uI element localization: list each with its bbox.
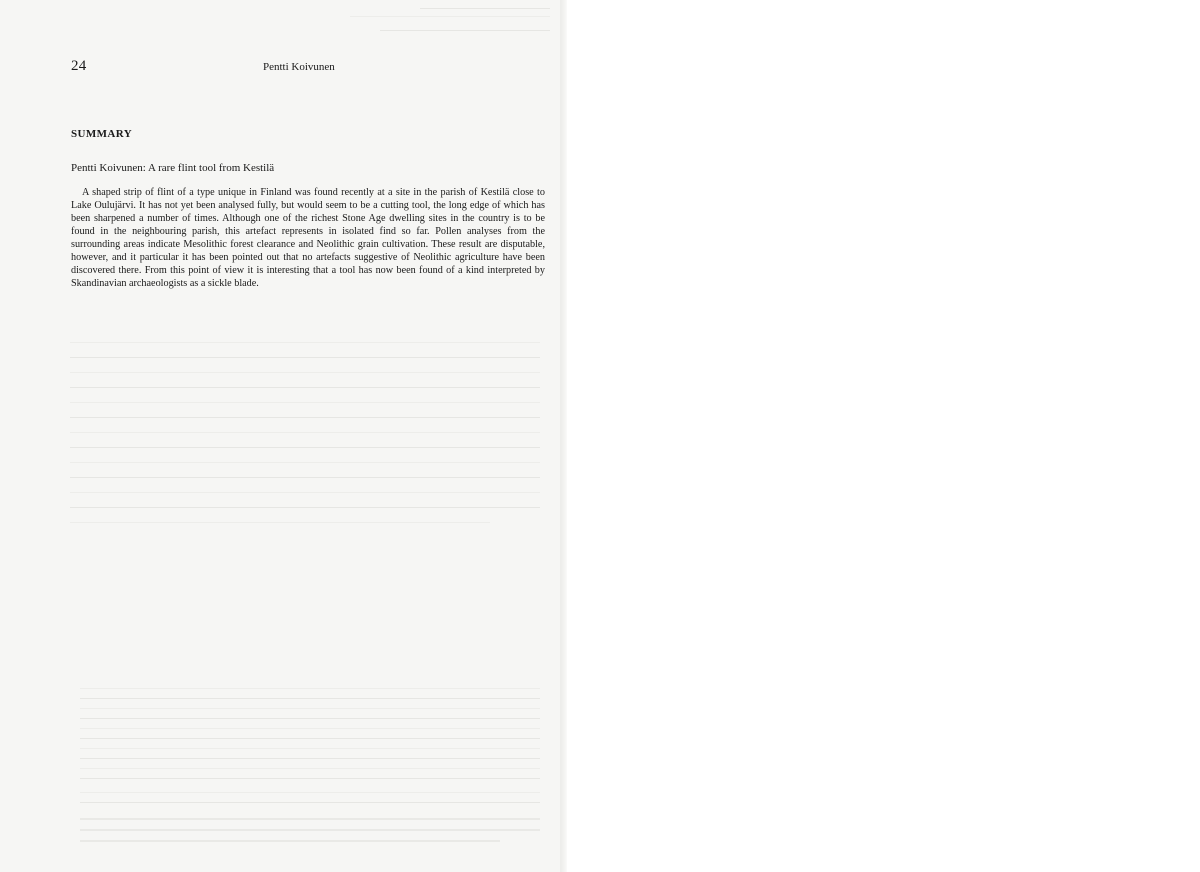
page-edge <box>560 0 567 872</box>
running-head-author: Pentti Koivunen <box>263 61 335 73</box>
article-title: Pentti Koivunen: A rare flint tool from Kestilä <box>71 162 275 174</box>
summary-paragraph: A shaped strip of flint of a type unique in Finland was found recently at a site in the parish of Kestilä close to Lake Oulujärvi. It has not yet been analysed fully, but would seem to be a cutting tool, the long edge of which has been sharpened a number of times. Although one of the richest Stone Age dwelling sites in the country is to be found in the neighbouring parish, this artefact represents in isolated find so far. Pollen analyses from the surrounding areas indicate Mesolithic forest clearance and Neolithic grain cultivation. These result are disputable, however, and it particular it has been pointed out that no artefacts suggestive of Neolithic agriculture have been discovered there. From this point of view it is interesting that a tool has now been found of a kind interpreted by Skandinavian archaeologists as a sickle blade. <box>71 187 545 289</box>
page-number: 24 <box>71 58 87 74</box>
scanned-page <box>0 0 567 872</box>
summary-heading: SUMMARY <box>71 128 133 140</box>
